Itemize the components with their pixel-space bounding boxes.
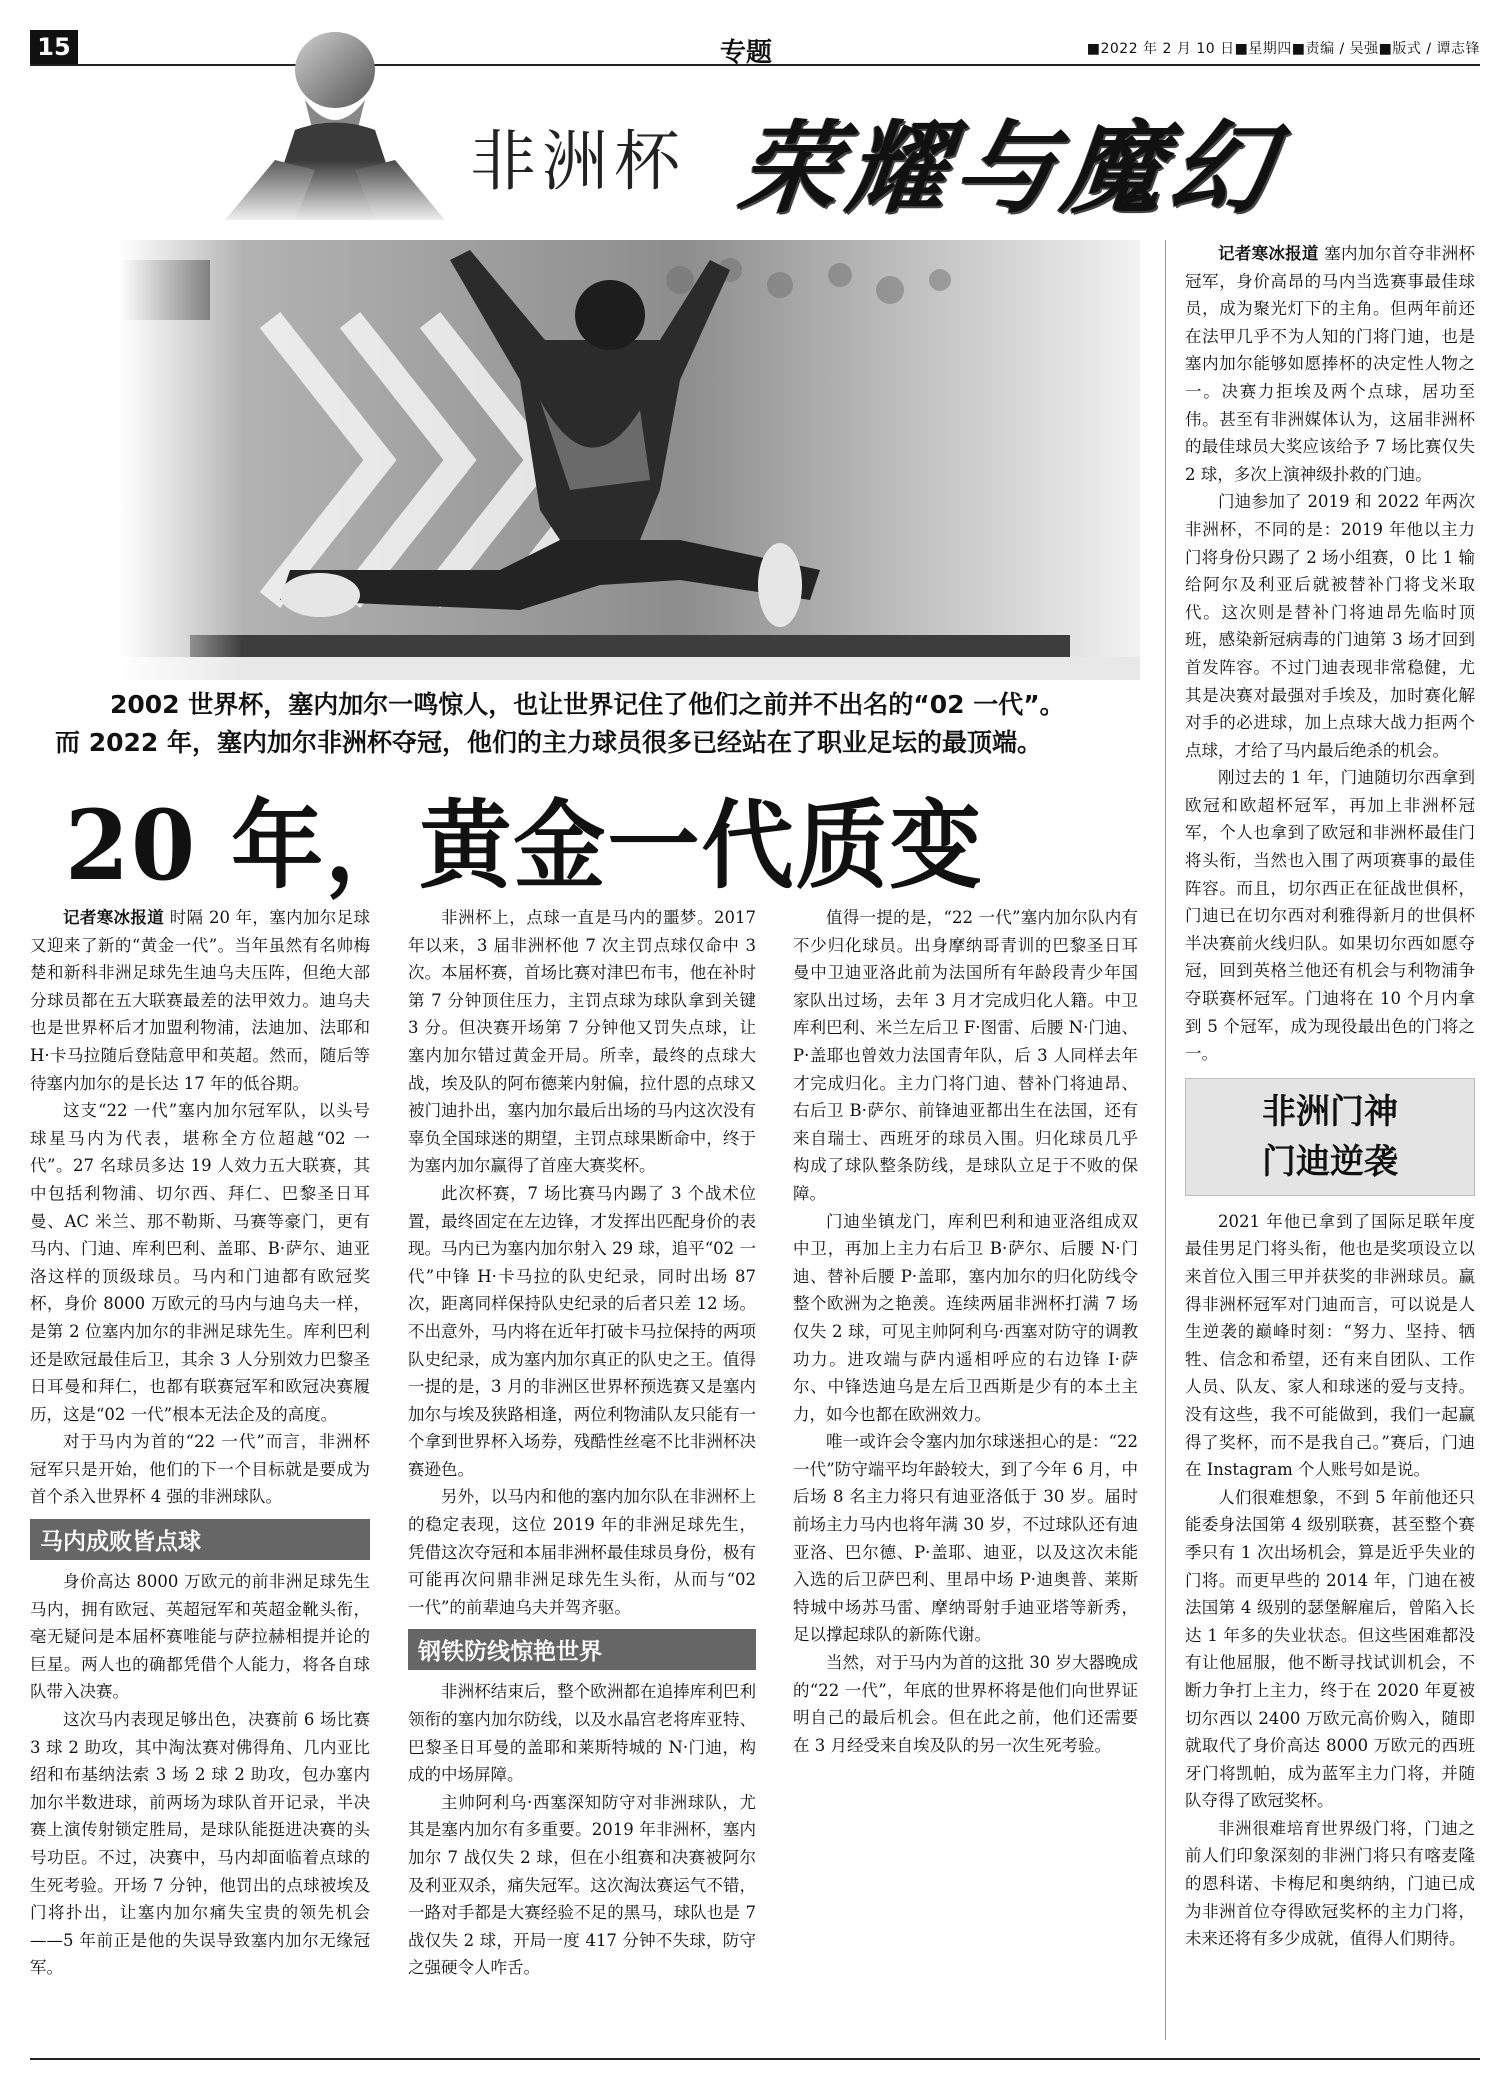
main-paragraph-4: 身价高达 8000 万欧元的前非洲足球先生马内，拥有欧冠、英超冠军和英超金靴头衔，毫无疑问是本届杯赛唯能与萨拉赫相提并论的巨星。两人也的确都凭借个人能力，将各自球队带入决赛。 — [30, 1572, 370, 1702]
body-column-3 — [793, 904, 1138, 1759]
main-paragraph-9: 非洲杯结束后，整个欧洲都在追捧库利巴利领衔的塞内加尔防线，以及水晶宫老将库亚特、巴黎圣日耳曼的盖耶和莱斯特城的 N·门迪，构成的中场屏障。 — [408, 1682, 756, 1785]
main-paragraph-3: 对于马内为首的“22 一代”而言，非洲杯冠军只是开始，他们的下一个目标就是要成为首个杀入世界杯 4 强的非洲球队。 — [30, 1432, 370, 1507]
main-paragraph-10: 主帅阿利乌·西塞深知防守对非洲球队，尤其是塞内加尔有多重要。2019 年非洲杯，塞内加尔 7 战仅失 2 球，但在小组赛和决赛被阿尔及利亚双杀，痛失冠军。这次淘汰赛运气不错，一路对手都是大赛经验不足的黑马，球队也是 7 战仅失 2 球，开局一度 417 分钟不失球，防守之强硬令人咋舌。 — [408, 1792, 756, 1978]
body-column-1 — [30, 904, 370, 1982]
main-paragraph-2: 这支“22 一代”塞内加尔冠军队，以头号球星马内为代表，堪称全方位超越“02 一代”。27 名球员多达 19 人效力五大联赛，其中包括利物浦、切尔西、拜仁、巴黎圣日耳曼、AC 米兰、那不勒斯、马赛等豪门，更有马内、门迪、库利巴利、盖耶、B·萨尔、迪亚洛这样的顶级球员。马内和门迪都有欧冠奖杯，身价 8000 万欧元的马内与迪乌夫一样，是第 2 位塞内加尔的非洲足球先生。库利巴利还是欧冠最佳后卫，其余 3 人分别效力巴黎圣日耳曼和拜仁，也都有联赛冠军和欧冠决赛履历，这是“02 一代”根本无法企及的高度。 — [30, 1101, 370, 1424]
side-paragraph-3: 刚过去的 1 年，门迪随切尔西拿到欧冠和欧超杯冠军，再加上非洲杯冠军，个人也拿到了欧冠和非洲杯最佳门将头衔，当然也入围了两项赛事的最佳阵容。而且，切尔西正在征战世俱杯，门迪已在切尔西对利雅得新月的世俱杯半决赛前火线归队。如果切尔西如愿夺冠，回到英格兰他还有机会与利物浦争夺联赛杯冠军。门迪将在 10 个月内拿到 5 个冠军，成为现役最出色的门将之一。 — [1185, 768, 1475, 1064]
main-byline: 记者寒冰报道 — [63, 908, 165, 927]
column-divider — [1165, 240, 1166, 2040]
side-paragraph-1 — [1185, 240, 1475, 488]
main-paragraph-1-text: 时隔 20 年，塞内加尔足球又迎来了新的“黄金一代”。当年虽然有名帅梅楚和新科非洲足球先生迪乌夫压阵，但绝大部分球员都在五大联赛最差的法甲效力。迪乌夫也是世界杯后才加盟利物浦，法迪加、法耶和 H·卡马拉随后登陆意甲和英超。然而，随后等待塞内加尔的是长达 17 年的低谷期。 — [30, 908, 370, 1093]
side-title-line-1: 非洲门神 — [1262, 1091, 1398, 1132]
side-paragraph-4: 2021 年他已拿到了国际足联年度最佳男足门将头衔，他也是奖项设立以来首位入围三甲并获奖的非洲球员。赢得非洲杯冠军对门迪而言，可以说是人生逆袭的巅峰时刻：“努力、坚持、牺牲、信念和希望，还有来自团队、工作人员、队友、家人和球迷的爱与支持。没有这些，我不可能做到，我们一起赢得了奖杯，而不是我自己。”赛后，门迪在 Instagram 个人账号如是说。 — [1185, 1211, 1475, 1480]
date-editor-line: ■2022 年 2 月 10 日■星期四■责编 / 吴强■版式 / 谭志锋 — [1086, 41, 1480, 57]
side-article-column — [1185, 240, 1475, 1953]
main-paragraph-13: 唯一或许会令塞内加尔球迷担心的是：“22 一代”防守端平均年龄较大，到了今年 6 月，中后场 8 名主力将只有迪亚洛低于 30 岁。届时前场主力马内也将年满 30 岁，不过球队还有迪亚洛、巴尔德、P·盖耶、迪亚，以及这次未能入选的后卫萨巴利、里昂中场 P·迪奥普、莱斯特城中场苏马雷、摩纳哥射手迪亚塔等新秀，足以撑起球队的新陈代谢。 — [793, 1432, 1138, 1645]
main-paragraph-11: 值得一提的是，“22 一代”塞内加尔队内有不少归化球员。出身摩纳哥青训的巴黎圣日耳曼中卫迪亚洛此前为法国所有年龄段青少年国家队出过场，去年 3 月才完成归化人籍。中卫库利巴利、米兰左后卫 F·图雷、后腰 N·门迪、P·盖耶也曾效力法国青年队，后 3 人同样去年才完成归化。主力门将门迪、替补门将迪昂、右后卫 B·萨尔、前锋迪亚都出生在法国，还有来自瑞士、西班牙的球员入围。归化球员几乎构成了球队整条防线，是球队立足于不败的保障。 — [793, 908, 1138, 1203]
main-paragraph-5: 这次马内表现足够出色，决赛前 6 场比赛 3 球 2 助攻，其中淘汰赛对佛得角、几内亚比绍和布基纳法索 3 场 2 球 2 助攻，包办塞内加尔半数进球，前两场为球队首开记录，半决赛上演传射锁定胜局，是球队能挺进决赛的头号功臣。不过，决赛中，马内却面临着点球的生死考验。开场 7 分钟，他罚出的点球被埃及门将扑出，让塞内加尔痛失宝贵的领先机会——5 年前正是他的失误导致塞内加尔无缘冠军。 — [30, 1710, 370, 1978]
side-title-line-2: 门迪逆袭 — [1262, 1141, 1398, 1182]
section-name: 专题 — [720, 38, 773, 68]
side-paragraph-1-text: 塞内加尔首夺非洲杯冠军，身价高昂的马内当选赛事最佳球员，成为聚光灯下的主角。但两年前还在法甲几乎不为人知的门将门迪，也是塞内加尔能够如愿捧杯的决定性人物之一。决赛力拒埃及两个点球，居功至伟。甚至有非洲媒体认为，这届非洲杯的最佳球员大奖应该给予 7 场比赛仅失 2 球，多次上演神级扑救的门迪。 — [1185, 244, 1476, 484]
article-deck — [55, 686, 1165, 762]
side-paragraph-2: 门迪参加了 2019 和 2022 年两次非洲杯，不同的是：2019 年他以主力门将身份只踢了 2 场小组赛，0 比 1 输给阿尔及利亚后就被替补门将戈米取代。这次则是替补门将迪昂先临时顶班，感染新冠病毒的门迪第 3 场才回到首发阵容。不过门迪表现非常稳健，尤其是决赛对最强对手埃及，加时赛化解对手的必进球，加上点球大战力拒两个点球，才给了马内最后绝杀的机会。 — [1185, 492, 1475, 760]
side-paragraph-5: 人们很难想象，不到 5 年前他还只能委身法国第 4 级别联赛，甚至整个赛季只有 1 次出场机会，算是近乎失业的门将。而更早些的 2014 年，门迪在被法国第 4 级别的瑟堡解雇后，曾陷入长达 1 年多的失业状态。但这些困难都没有让他屈服，他不断寻找试训机会，不断力争打上主力，终于在 2020 年夏被切尔西以 2400 万欧元高价购入，随即就取代了身价高达 8000 万欧元的西班牙门将凯帕，成为蓝军主力门将，并随队夺得了欧冠奖杯。 — [1185, 1487, 1475, 1811]
side-paragraph-6: 非洲很难培育世界级门将，门迪之前人们印象深刻的非洲门将只有喀麦隆的恩科诺、卡梅尼和奥纳纳，门迪已成为非洲首位夺得欧冠奖杯的主力门将，未来还将有多少成就，值得人们期待。 — [1185, 1818, 1475, 1949]
main-paragraph-7: 此次杯赛，7 场比赛马内踢了 3 个战术位置，最终固定在左边锋，才发挥出匹配身价的表现。马内已为塞内加尔射入 29 球，追平“02 一代”中锋 H·卡马拉的队史纪录，同时出场 87 次，距离同样保持队史纪录的后者只差 12 场。不出意外，马内将在近年打破卡马拉保持的两项队史纪录，成为塞内加尔真正的队史之王。值得一提的是，3 月的非洲区世界杯预选赛又是塞内加尔与埃及狭路相逢，两位利物浦队友只能有一个拿到世界杯入场券，残酷性丝毫不比非洲杯决赛逊色。 — [408, 1183, 756, 1479]
banner-title-light: 非洲杯 — [470, 123, 686, 200]
page-number: 15 — [30, 30, 78, 64]
player-celebration-photo — [120, 240, 1140, 680]
side-byline: 记者寒冰报道 — [1218, 244, 1319, 263]
subhead-steel-defense: 钢铁防线惊艳世界 — [408, 1629, 756, 1670]
main-paragraph-12: 门迪坐镇龙门，库利巴利和迪亚洛组成双中卫，再加上主力右后卫 B·萨尔、后腰 N·门迪、替补后腰 P·盖耶，塞内加尔的归化防线令整个欧洲为之艳羡。连续两届非洲杯打满 7 场仅失 2 球，可见主帅阿利乌·西塞对防守的调教功力。进攻端与萨内遥相呼应的右边锋 I·萨尔、中锋迭迪乌是左后卫西斯是少有的本土主力，如今也都在欧洲效力。 — [793, 1211, 1138, 1424]
body-column-2 — [408, 904, 756, 1982]
main-paragraph-8: 另外，以马内和他的塞内加尔队在非洲杯上的稳定表现，这位 2019 年的非洲足球先生，凭借这次夺冠和本届非洲杯最佳球员身份，极有可能再次问鼎非洲足球先生头衔，从而与“02 一代”的前辈迪乌夫并驾齐驱。 — [408, 1487, 756, 1617]
footer-rule — [30, 2058, 1480, 2060]
deck-line-1: 2002 世界杯，塞内加尔一鸣惊人，也让世界记住了他们之前并不出名的“02 一代”。 — [110, 690, 1065, 719]
main-paragraph-14: 当然，对于马内为首的这批 30 岁大器晚成的“22 一代”，年底的世界杯将是他们向世界证明自己的最后机会。但在此之前，他们还需要在 3 月经受来自埃及队的另一次生死考验。 — [793, 1653, 1138, 1755]
side-article-title-box — [1185, 1078, 1475, 1196]
main-paragraph-1 — [30, 904, 370, 1097]
trophy-hands-image — [205, 20, 465, 220]
main-headline: 20 年，黄金一代质变 — [65, 789, 984, 902]
banner-title-bold: 荣耀与魔幻 — [732, 109, 1286, 227]
deck-line-2: 而 2022 年，塞内加尔非洲杯夺冠，他们的主力球员很多已经站在了职业足坛的最顶端。 — [55, 728, 1042, 757]
main-paragraph-6: 非洲杯上，点球一直是马内的噩梦。2017 年以来，3 届非洲杯他 7 次主罚点球仅命中 3 次。本届杯赛，首场比赛对津巴布韦，他在补时第 7 分钟顶住压力，主罚点球为球队拿到关键 3 分。但决赛开场第 7 分钟他又罚失点球，让塞内加尔错过黄金开局。所幸，最终的点球大战，埃及队的阿布德莱内射偏，拉什恩的点球又被门迪扑出，塞内加尔最后出场的马内这次没有辜负全国球迷的期望，主罚点球果断命中，终于为塞内加尔赢得了首座大赛奖杯。 — [408, 908, 756, 1176]
subhead-mane-penalties: 马内成败皆点球 — [30, 1519, 370, 1560]
